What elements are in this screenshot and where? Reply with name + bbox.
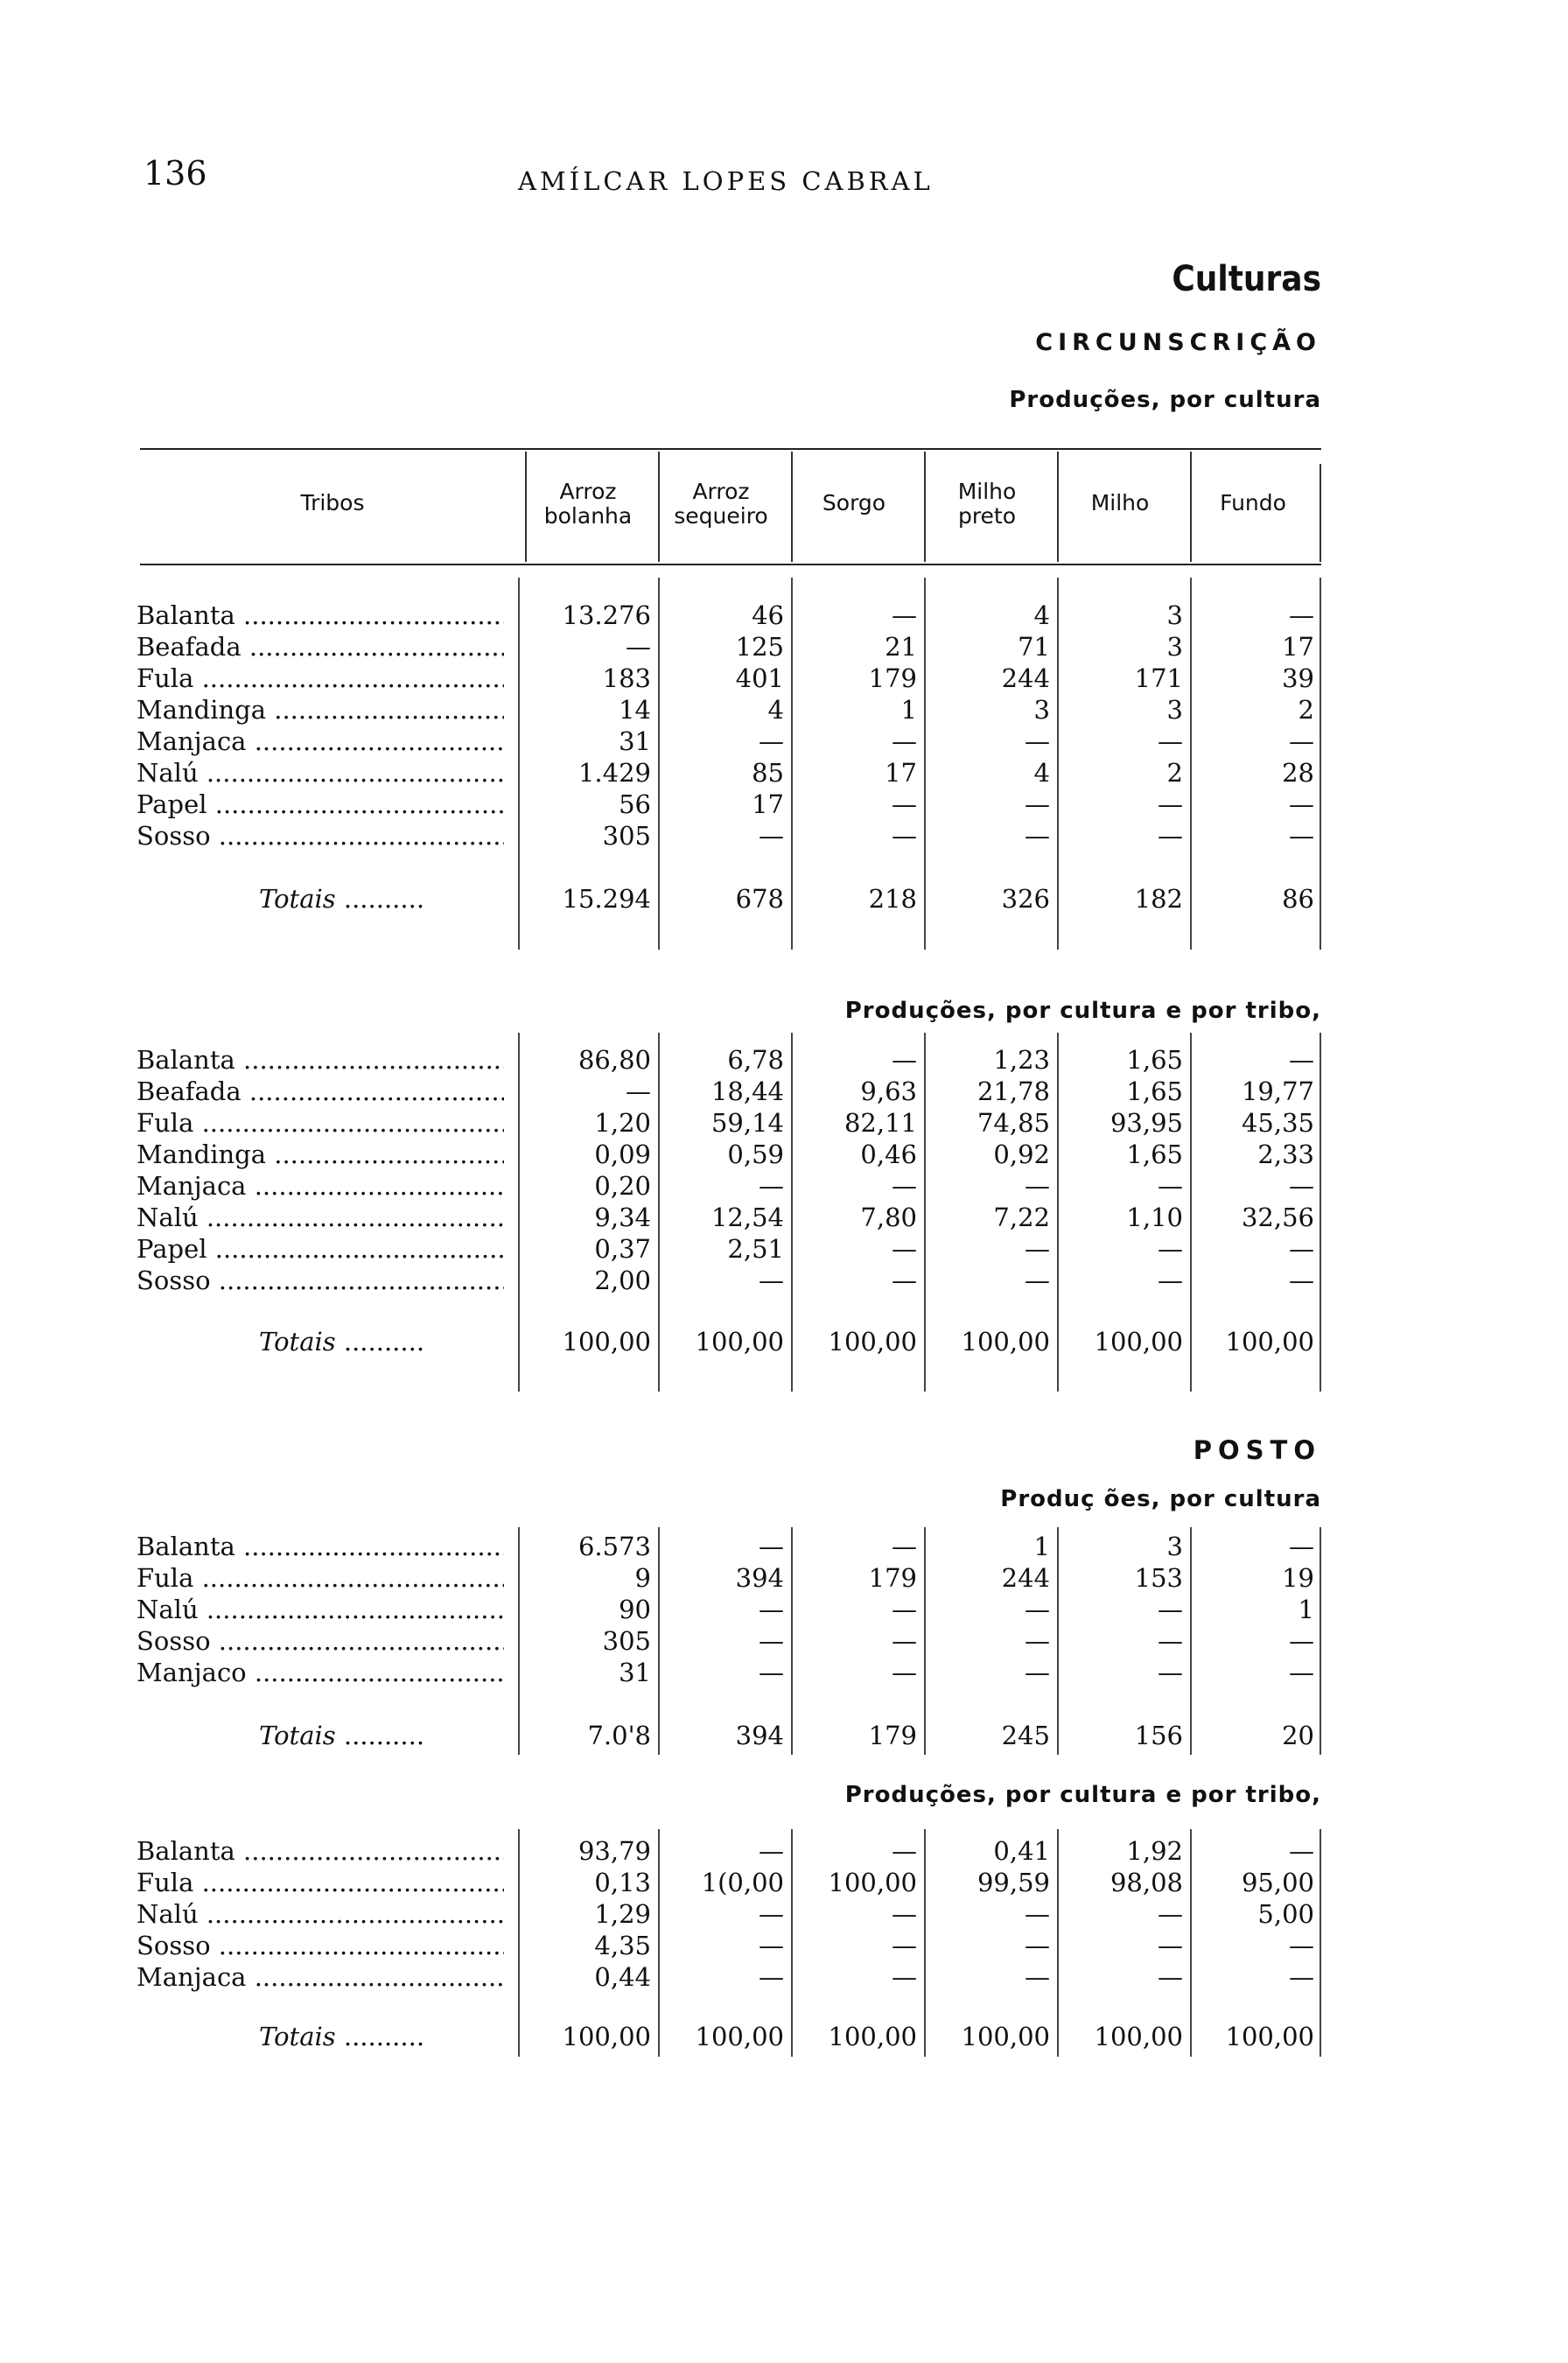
- table-cell: —: [892, 600, 917, 630]
- table-cell: 9: [634, 1563, 651, 1593]
- table-cell: 1: [1033, 1532, 1050, 1561]
- table-cell: 19,77: [1241, 1076, 1314, 1106]
- totals-cell: 100,00: [828, 1327, 917, 1357]
- tribe-name: Sosso .....: [136, 1626, 504, 1656]
- table-cell: 1,20: [594, 1108, 651, 1138]
- table-cell: 93,79: [578, 1836, 651, 1866]
- table-cell: 31: [619, 1658, 651, 1687]
- tribe-name: Nalú .....: [136, 1203, 504, 1232]
- column-divider: [791, 578, 793, 950]
- table-cell: 6,78: [727, 1045, 784, 1075]
- table-cell: 56: [619, 789, 651, 819]
- column-divider: [518, 1829, 520, 2057]
- table-cell: 305: [602, 821, 651, 851]
- totals-cell: 182: [1134, 884, 1183, 914]
- table-cell: 401: [735, 663, 784, 693]
- totals-cell: 218: [868, 884, 917, 914]
- table-cell: —: [759, 1532, 784, 1561]
- totals-label: Totais .....: [259, 2022, 424, 2051]
- tribe-name: Papel .....: [136, 1234, 504, 1264]
- tribe-name: Balanta .....: [136, 600, 504, 630]
- table-cell: —: [1158, 1658, 1183, 1687]
- header-divider: [924, 452, 926, 562]
- posto-prod-caption: Produç ões, por cultura: [1000, 1486, 1321, 1512]
- table-cell: —: [1158, 1171, 1183, 1201]
- table-cell: 7,80: [860, 1203, 917, 1232]
- table-cell: 4,35: [594, 1931, 651, 1960]
- table-cell: —: [1158, 1266, 1183, 1295]
- column-divider: [1057, 1829, 1059, 2057]
- column-divider: [791, 1527, 793, 1755]
- tribe-name: Mandinga .....: [136, 695, 504, 725]
- table-cell: —: [1025, 1658, 1050, 1687]
- table-cell: —: [1289, 1658, 1314, 1687]
- table-cell: 74,85: [976, 1108, 1050, 1138]
- column-divider: [791, 1033, 793, 1392]
- tribe-name: Beafada .....: [136, 1076, 504, 1106]
- column-divider: [658, 578, 660, 950]
- column-divider: [658, 1527, 660, 1755]
- totals-label: Totais .....: [259, 1721, 424, 1750]
- table-cell: —: [626, 632, 651, 662]
- col-header-fundo: Fundo: [1220, 490, 1286, 515]
- totals-cell: 20: [1282, 1721, 1314, 1750]
- table-cell: —: [1289, 1171, 1314, 1201]
- table-cell: —: [1289, 1532, 1314, 1561]
- table-cell: —: [892, 1171, 917, 1201]
- table-cell: —: [759, 1658, 784, 1687]
- table-cell: —: [1289, 821, 1314, 851]
- table-cell: —: [1289, 726, 1314, 756]
- table-cell: 0,59: [727, 1139, 784, 1169]
- table-cell: —: [1289, 1234, 1314, 1264]
- table-cell: —: [1025, 1171, 1050, 1201]
- table-cell: 2: [1298, 695, 1314, 725]
- table-cell: 90: [619, 1595, 651, 1624]
- totals-cell: 245: [1001, 1721, 1050, 1750]
- table-cell: 3: [1166, 1532, 1183, 1561]
- table-cell: 0,44: [594, 1962, 651, 1992]
- table-cell: 32,56: [1241, 1203, 1314, 1232]
- table-cell: —: [1158, 1931, 1183, 1960]
- page-number: 136: [144, 154, 207, 193]
- totals-cell: 100,00: [1225, 2022, 1314, 2051]
- totals-label: Totais .....: [259, 884, 424, 914]
- header-divider: [1190, 452, 1192, 562]
- table-cell: —: [759, 821, 784, 851]
- table-cell: 1,65: [1126, 1139, 1183, 1169]
- table-cell: —: [1025, 726, 1050, 756]
- table-cell: 1: [900, 695, 917, 725]
- tribe-name: Balanta .....: [136, 1836, 504, 1866]
- table-cell: —: [1025, 1626, 1050, 1656]
- column-divider: [658, 1829, 660, 2057]
- table-cell: 1,10: [1126, 1203, 1183, 1232]
- table-cell: —: [1289, 1626, 1314, 1656]
- table-cell: 71: [1018, 632, 1050, 662]
- col-header-arroz-sequeiro: Arroz sequeiro: [674, 479, 768, 529]
- totals-cell: 100,00: [961, 2022, 1050, 2051]
- table-cell: 93,95: [1110, 1108, 1183, 1138]
- column-divider: [924, 1033, 926, 1392]
- header-top-rule: [140, 448, 1321, 450]
- table-cell: 305: [602, 1626, 651, 1656]
- totals-cell: 326: [1001, 884, 1050, 914]
- tribe-name: Manjaco .....: [136, 1658, 504, 1687]
- totals-cell: 100,00: [828, 2022, 917, 2051]
- table-cell: 100,00: [828, 1868, 917, 1897]
- tribe-name: Papel .....: [136, 789, 504, 819]
- table-cell: —: [1289, 1045, 1314, 1075]
- tribe-name: Nalú .....: [136, 758, 504, 788]
- table-cell: 5,00: [1257, 1899, 1314, 1929]
- table-cell: —: [1158, 1595, 1183, 1624]
- col-header-milho-preto: Milho preto: [957, 479, 1017, 529]
- table-cell: 28: [1282, 758, 1314, 788]
- table-cell: 2,33: [1257, 1139, 1314, 1169]
- table-cell: 1,92: [1126, 1836, 1183, 1866]
- tribe-name: Manjaca .....: [136, 726, 504, 756]
- section-title: Culturas: [1172, 259, 1321, 299]
- table-cell: —: [1289, 1962, 1314, 1992]
- section-subtitle: CIRCUNSCRIÇÃO: [1035, 329, 1321, 356]
- tribe-name: Beafada .....: [136, 632, 504, 662]
- col-header-tribos: Tribos: [300, 490, 365, 515]
- col-header-arroz-bolanha: Arroz bolanha: [543, 479, 633, 529]
- totals-cell: 100,00: [695, 1327, 784, 1357]
- table-cell: 18,44: [710, 1076, 784, 1106]
- table-cell: —: [1025, 789, 1050, 819]
- table-cell: 153: [1134, 1563, 1183, 1593]
- table-cell: 19: [1282, 1563, 1314, 1593]
- tribe-name: Fula .....: [136, 663, 504, 693]
- table-cell: —: [892, 726, 917, 756]
- table-cell: —: [892, 1658, 917, 1687]
- table-cell: 59,14: [710, 1108, 784, 1138]
- table-cell: 0,09: [594, 1139, 651, 1169]
- running-title: AMÍLCAR LOPES CABRAL: [518, 166, 934, 196]
- column-divider: [1320, 578, 1321, 950]
- table-cell: 3: [1166, 600, 1183, 630]
- tribe-name: Nalú .....: [136, 1595, 504, 1624]
- column-divider: [924, 1527, 926, 1755]
- table-cell: —: [892, 1266, 917, 1295]
- table-cell: 98,08: [1110, 1868, 1183, 1897]
- column-divider: [1057, 1033, 1059, 1392]
- table-cell: 0,92: [993, 1139, 1050, 1169]
- table-cell: —: [892, 1234, 917, 1264]
- totals-cell: 7.0'8: [587, 1721, 651, 1750]
- column-divider: [1057, 578, 1059, 950]
- table-cell: 99,59: [976, 1868, 1050, 1897]
- col-header-milho: Milho: [1090, 490, 1150, 515]
- tribe-name: Fula .....: [136, 1563, 504, 1593]
- table-cell: —: [892, 1532, 917, 1561]
- table-cell: 1,65: [1126, 1076, 1183, 1106]
- table-cell: 171: [1134, 663, 1183, 693]
- table-cell: 1: [1298, 1595, 1314, 1624]
- totals-cell: 100,00: [961, 1327, 1050, 1357]
- posto-pct-caption: Produções, por cultura e por tribo,: [844, 1782, 1321, 1808]
- table-cell: —: [1289, 1266, 1314, 1295]
- table-cell: 244: [1001, 663, 1050, 693]
- table-cell: 86,80: [578, 1045, 651, 1075]
- table-cell: —: [892, 821, 917, 851]
- tribe-name: Sosso .....: [136, 1931, 504, 1960]
- tribe-name: Balanta .....: [136, 1532, 504, 1561]
- table-cell: —: [1025, 1962, 1050, 1992]
- table-cell: —: [892, 1626, 917, 1656]
- totals-cell: 15.294: [562, 884, 651, 914]
- table-cell: 2,00: [594, 1266, 651, 1295]
- tribe-name: Manjaca .....: [136, 1962, 504, 1992]
- table-cell: 31: [619, 726, 651, 756]
- column-divider: [791, 1829, 793, 2057]
- table-cell: —: [1025, 821, 1050, 851]
- col-header-sorgo: Sorgo: [822, 490, 886, 515]
- table-cell: 183: [602, 663, 651, 693]
- circ-prod-caption: Produções, por cultura: [1009, 387, 1321, 413]
- table-cell: 125: [735, 632, 784, 662]
- table-cell: —: [1025, 1595, 1050, 1624]
- table-cell: —: [1289, 1931, 1314, 1960]
- table-cell: —: [1289, 1836, 1314, 1866]
- totals-cell: 678: [735, 884, 784, 914]
- totals-cell: 156: [1134, 1721, 1183, 1750]
- table-cell: 95,00: [1241, 1868, 1314, 1897]
- table-cell: 85: [752, 758, 784, 788]
- table-cell: —: [892, 789, 917, 819]
- table-cell: 0,41: [993, 1836, 1050, 1866]
- table-cell: 1,29: [594, 1899, 651, 1929]
- totals-cell: 100,00: [1094, 2022, 1183, 2051]
- table-cell: 4: [1033, 600, 1050, 630]
- table-cell: —: [892, 1045, 917, 1075]
- column-divider: [1320, 1829, 1321, 2057]
- tribe-name: Fula .....: [136, 1108, 504, 1138]
- table-cell: 1(0,00: [701, 1868, 784, 1897]
- table-cell: 4: [1033, 758, 1050, 788]
- table-cell: —: [892, 1931, 917, 1960]
- table-cell: 45,35: [1241, 1108, 1314, 1138]
- table-cell: —: [759, 1962, 784, 1992]
- table-cell: 6.573: [578, 1532, 651, 1561]
- table-cell: 13.276: [562, 600, 651, 630]
- table-cell: —: [892, 1962, 917, 1992]
- table-cell: 3: [1166, 695, 1183, 725]
- column-divider: [518, 1527, 520, 1755]
- table-cell: 1,65: [1126, 1045, 1183, 1075]
- table-cell: —: [1158, 1899, 1183, 1929]
- column-divider: [658, 1033, 660, 1392]
- tribe-name: Sosso .....: [136, 821, 504, 851]
- table-cell: —: [892, 1899, 917, 1929]
- table-cell: —: [1025, 1931, 1050, 1960]
- header-divider: [1320, 464, 1321, 562]
- totals-cell: 100,00: [1225, 1327, 1314, 1357]
- column-divider: [1057, 1527, 1059, 1755]
- table-cell: —: [1025, 1234, 1050, 1264]
- circ-pct-caption: Produções, por cultura e por tribo,: [844, 998, 1321, 1024]
- table-cell: 46: [752, 600, 784, 630]
- table-cell: —: [892, 1595, 917, 1624]
- table-cell: 14: [619, 695, 651, 725]
- header-divider: [658, 452, 660, 562]
- table-cell: 2: [1166, 758, 1183, 788]
- table-cell: —: [759, 1626, 784, 1656]
- totals-cell: 100,00: [695, 2022, 784, 2051]
- table-cell: 3: [1033, 695, 1050, 725]
- header-bottom-rule: [140, 564, 1321, 565]
- column-divider: [1320, 1033, 1321, 1392]
- table-cell: 394: [735, 1563, 784, 1593]
- table-cell: —: [1158, 726, 1183, 756]
- table-cell: —: [1158, 1962, 1183, 1992]
- table-cell: 244: [1001, 1563, 1050, 1593]
- table-cell: —: [1158, 1234, 1183, 1264]
- table-cell: —: [1025, 1899, 1050, 1929]
- table-cell: —: [759, 726, 784, 756]
- header-divider: [791, 452, 793, 562]
- table-cell: 1,23: [993, 1045, 1050, 1075]
- column-divider: [1320, 1527, 1321, 1755]
- totals-cell: 100,00: [562, 2022, 651, 2051]
- totals-cell: 100,00: [1094, 1327, 1183, 1357]
- table-cell: 82,11: [844, 1108, 917, 1138]
- table-cell: 21,78: [976, 1076, 1050, 1106]
- table-cell: —: [759, 1899, 784, 1929]
- table-cell: —: [759, 1595, 784, 1624]
- table-cell: 39: [1282, 663, 1314, 693]
- tribe-name: Balanta .....: [136, 1045, 504, 1075]
- header-divider: [525, 452, 527, 562]
- table-cell: 0,37: [594, 1234, 651, 1264]
- table-cell: —: [1025, 1266, 1050, 1295]
- column-divider: [924, 578, 926, 950]
- table-cell: 17: [752, 789, 784, 819]
- table-cell: 179: [868, 1563, 917, 1593]
- table-cell: 17: [885, 758, 917, 788]
- tribe-name: Nalú .....: [136, 1899, 504, 1929]
- table-cell: —: [759, 1171, 784, 1201]
- table-cell: 21: [885, 632, 917, 662]
- column-divider: [924, 1829, 926, 2057]
- totals-cell: 179: [868, 1721, 917, 1750]
- tribe-name: Fula .....: [136, 1868, 504, 1897]
- table-cell: —: [1158, 789, 1183, 819]
- table-cell: —: [626, 1076, 651, 1106]
- totals-cell: 100,00: [562, 1327, 651, 1357]
- table-cell: 0,13: [594, 1868, 651, 1897]
- tribe-name: Manjaca .....: [136, 1171, 504, 1201]
- table-cell: —: [1158, 821, 1183, 851]
- column-divider: [518, 578, 520, 950]
- table-cell: 17: [1282, 632, 1314, 662]
- table-cell: 7,22: [993, 1203, 1050, 1232]
- table-cell: —: [892, 1836, 917, 1866]
- table-cell: 9,34: [594, 1203, 651, 1232]
- posto-title: POSTO: [1193, 1435, 1321, 1465]
- totals-cell: 394: [735, 1721, 784, 1750]
- tribe-name: Sosso .....: [136, 1266, 504, 1295]
- table-cell: —: [759, 1836, 784, 1866]
- header-divider: [1057, 452, 1059, 562]
- table-cell: 0,46: [860, 1139, 917, 1169]
- table-cell: 1.429: [578, 758, 651, 788]
- table-cell: 0,20: [594, 1171, 651, 1201]
- totals-cell: 86: [1282, 884, 1314, 914]
- table-cell: 12,54: [710, 1203, 784, 1232]
- table-cell: 9,63: [860, 1076, 917, 1106]
- table-cell: —: [1158, 1626, 1183, 1656]
- table-cell: 4: [767, 695, 784, 725]
- table-cell: —: [759, 1266, 784, 1295]
- table-cell: 3: [1166, 632, 1183, 662]
- table-cell: —: [1289, 789, 1314, 819]
- table-cell: —: [759, 1931, 784, 1960]
- tribe-name: Mandinga .....: [136, 1139, 504, 1169]
- table-cell: 179: [868, 663, 917, 693]
- table-cell: —: [1289, 600, 1314, 630]
- totals-label: Totais .....: [259, 1327, 424, 1357]
- column-divider: [518, 1033, 520, 1392]
- table-cell: 2,51: [727, 1234, 784, 1264]
